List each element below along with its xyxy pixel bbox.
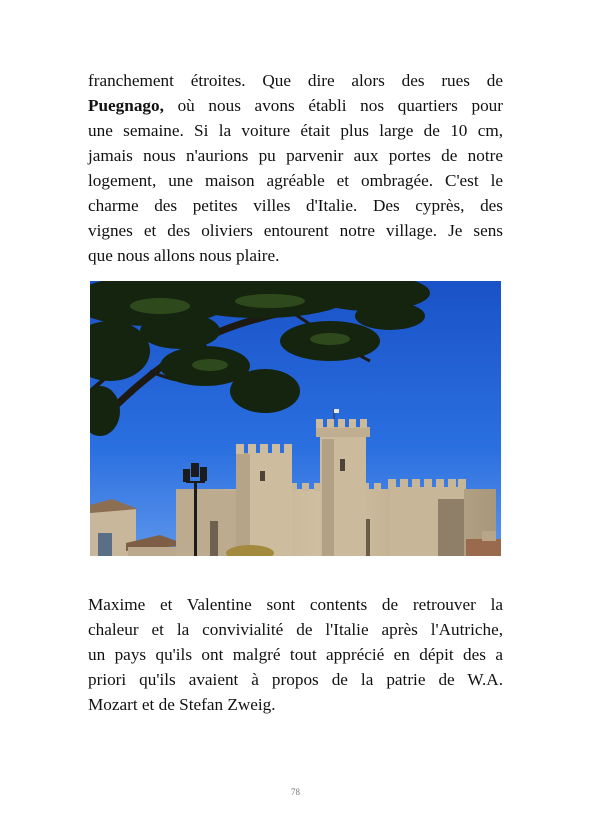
text-line: vignes et des oliviers entourent notre village. Je sens <box>88 221 503 240</box>
place-name-bold: Puegnago, <box>88 96 164 115</box>
text-line: jamais nous n'aurions pu parvenir aux portes de notre <box>88 146 503 165</box>
paragraph-2 <box>88 592 503 717</box>
text-line: que nous allons nous plaire. <box>88 246 280 265</box>
text-fragment: où nous avons établi nos quartiers pour <box>163 96 503 115</box>
left-tower <box>236 444 292 556</box>
right-tower <box>388 479 466 556</box>
text-line: priori qu'ils avaient à propos de la patrie de W.A. <box>88 670 503 689</box>
castle-photo <box>90 281 501 556</box>
text-line <box>88 93 503 118</box>
text-line: une semaine. Si la voiture était plus large de 10 cm, <box>88 121 503 140</box>
keep-tower <box>316 409 370 556</box>
text-line: un pays qu'ils ont malgré tout apprécié en dépit des a <box>88 645 503 664</box>
text-line: chaleur et la convivialité de l'Italie après l'Autriche, <box>88 620 503 639</box>
text-line: charme des petites villes d'Italie. Des cyprès, des <box>88 196 503 215</box>
page-number: 78 <box>291 787 300 797</box>
text-line: Mozart et de Stefan Zweig. <box>88 695 276 714</box>
text-line: logement, une maison agréable et ombragée. C'est le <box>88 171 503 190</box>
text-line: Maxime et Valentine sont contents de retrouver la <box>88 595 503 614</box>
text-line: franchement étroites. Que dire alors des rues de <box>88 71 503 90</box>
paragraph-1 <box>88 68 503 268</box>
